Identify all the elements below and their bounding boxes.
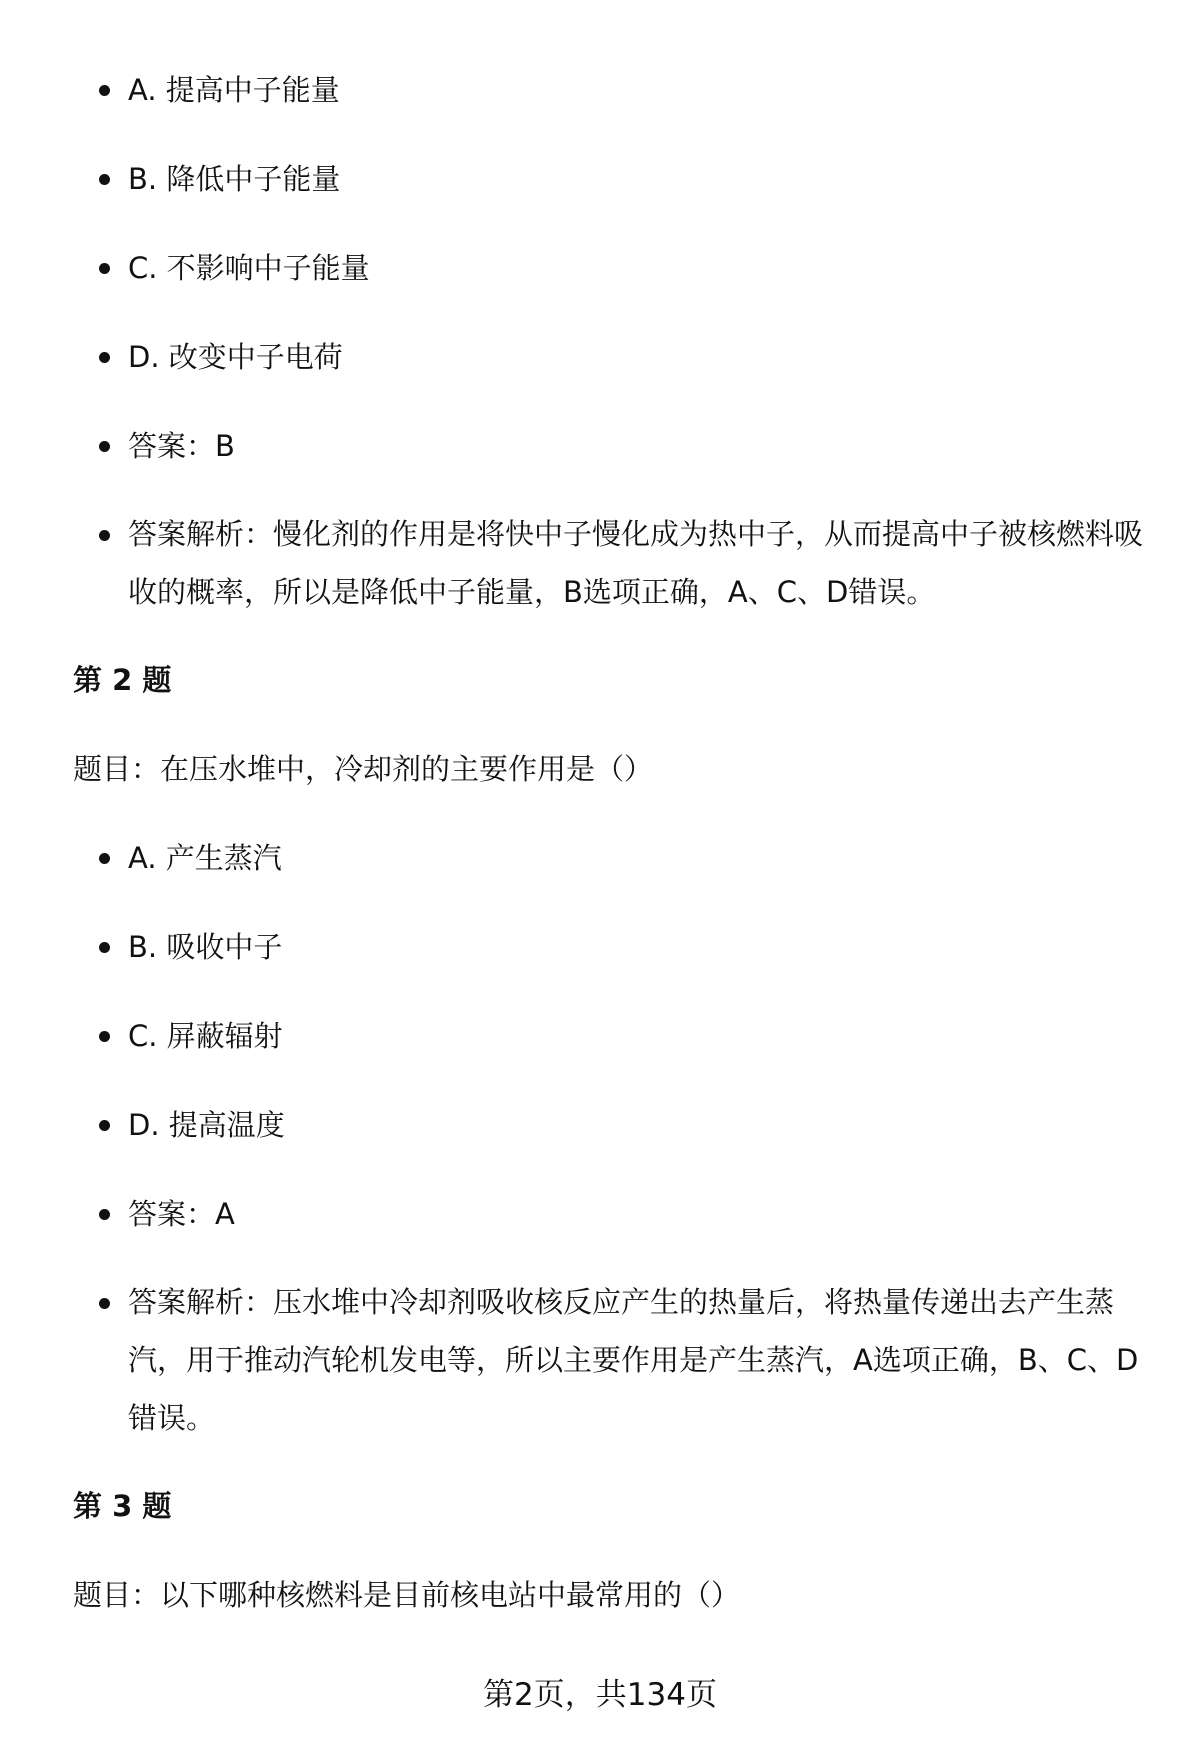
list-item — [73, 327, 1153, 387]
list-item — [73, 1095, 1153, 1155]
list-item — [73, 828, 1153, 888]
list-item — [73, 60, 1153, 120]
option-a-text: A. 提高中子能量 — [128, 73, 340, 107]
list-item — [73, 917, 1153, 977]
bullet-icon — [99, 85, 110, 96]
explanation-text: 答案解析：慢化剂的作用是将快中子慢化成为热中子，从而提高中子被核燃料吸收的概率，所以是降低中子能量，B选项正确，A、C、D错误。 — [128, 517, 1144, 609]
list-item — [73, 505, 1153, 621]
option-a-text: A. 产生蒸汽 — [128, 841, 282, 875]
question-heading: 第 3 题 — [73, 1489, 172, 1523]
bullet-icon — [99, 352, 110, 363]
bullet-icon — [99, 441, 110, 452]
bullet-icon — [99, 1298, 110, 1309]
list-item — [73, 1184, 1153, 1244]
q1-option-list — [73, 60, 1153, 621]
option-c-text: C. 屏蔽辐射 — [128, 1019, 283, 1053]
explanation-text: 答案解析：压水堆中冷却剂吸收核反应产生的热量后，将热量传递出去产生蒸汽，用于推动汽轮机发电等，所以主要作用是产生蒸汽，A选项正确，B、C、D错误。 — [128, 1285, 1139, 1435]
document-content — [73, 60, 1153, 1654]
bullet-icon — [99, 1031, 110, 1042]
list-item — [73, 1273, 1153, 1447]
list-item — [73, 149, 1153, 209]
question-text: 题目：在压水堆中，冷却剂的主要作用是（） — [73, 752, 654, 786]
bullet-icon — [99, 853, 110, 864]
page-number-footer: 第2页，共134页 — [483, 1677, 717, 1713]
option-b-text: B. 降低中子能量 — [128, 162, 341, 196]
list-item — [73, 416, 1153, 476]
option-d-text: D. 提高温度 — [128, 1108, 285, 1142]
bullet-icon — [99, 1209, 110, 1220]
question-heading: 第 2 题 — [73, 663, 172, 697]
question-text: 题目：以下哪种核燃料是目前核电站中最常用的（） — [73, 1578, 741, 1612]
bullet-icon — [99, 530, 110, 541]
bullet-icon — [99, 263, 110, 274]
list-item — [73, 238, 1153, 298]
option-c-text: C. 不影响中子能量 — [128, 251, 370, 285]
answer-text: 答案：B — [128, 429, 235, 463]
list-item — [73, 1006, 1153, 1066]
bullet-icon — [99, 174, 110, 185]
bullet-icon — [99, 942, 110, 953]
option-d-text: D. 改变中子电荷 — [128, 340, 343, 374]
option-b-text: B. 吸收中子 — [128, 930, 283, 964]
q2-option-list — [73, 828, 1153, 1447]
answer-text: 答案：A — [128, 1197, 235, 1231]
bullet-icon — [99, 1120, 110, 1131]
